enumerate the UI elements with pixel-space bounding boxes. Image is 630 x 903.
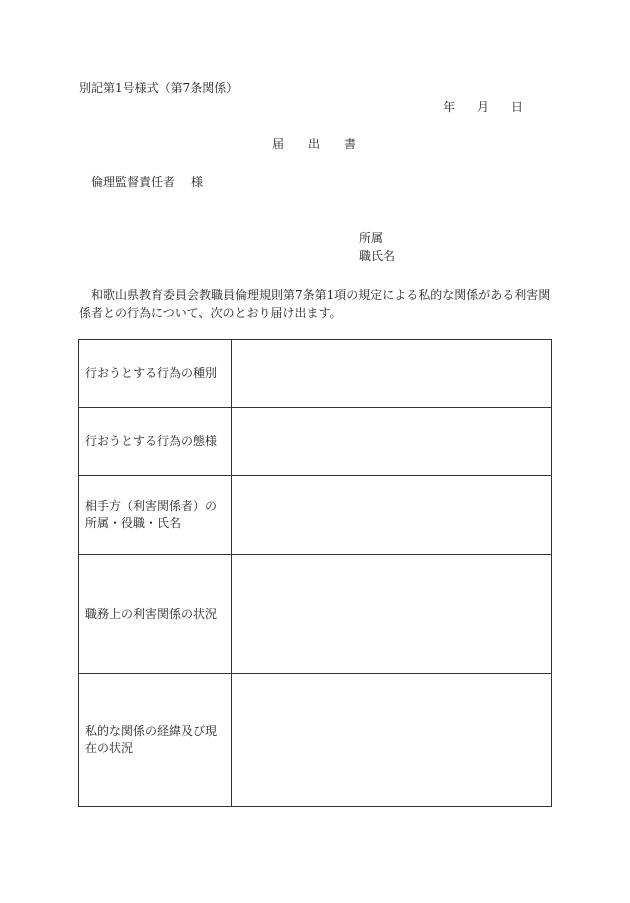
- table-row: [79, 408, 552, 476]
- date-day-label: 日: [511, 100, 524, 114]
- body-paragraph: 和歌山県教育委員会教職員倫理規則第7条第1項の規定による私的な関係がある利害関係者との行為について、次のとおり届け出ます。: [79, 288, 551, 320]
- date-year-label: 年: [443, 100, 456, 114]
- date-month-label: 月: [477, 100, 490, 114]
- row-value-action-manner[interactable]: [232, 408, 552, 476]
- table-row: [79, 674, 552, 807]
- addressee: [91, 174, 203, 190]
- table-row: [79, 476, 552, 555]
- name-label: 職氏名: [359, 249, 396, 263]
- row-label-action-manner: 行おうとする行為の態様: [79, 408, 232, 476]
- row-value-counterparty[interactable]: [232, 476, 552, 555]
- table-row: [79, 340, 552, 408]
- row-label-official-relationship: 職務上の利害関係の状況: [79, 555, 232, 674]
- notification-form-table: [78, 339, 552, 807]
- title-char: 届: [272, 137, 285, 151]
- table-row: [79, 555, 552, 674]
- row-value-official-relationship[interactable]: [232, 555, 552, 674]
- row-label-action-type: 行おうとする行為の種別: [79, 340, 232, 408]
- title-char: 出: [308, 137, 321, 151]
- row-label-counterparty: 相手方（利害関係者）の所属・役職・氏名: [79, 476, 232, 555]
- row-label-private-relationship: 私的な関係の経緯及び現在の状況: [79, 674, 232, 807]
- recipient-honorific: 様: [191, 175, 204, 189]
- affiliation-label: 所属: [359, 231, 384, 245]
- date-line: [443, 99, 523, 115]
- row-value-private-relationship[interactable]: [232, 674, 552, 807]
- title-char: 書: [344, 137, 357, 151]
- document-title: [272, 136, 356, 152]
- row-value-action-type[interactable]: [232, 340, 552, 408]
- recipient-title: 倫理監督責任者: [91, 175, 176, 189]
- form-number: 別記第1号様式（第7条関係）: [79, 81, 239, 95]
